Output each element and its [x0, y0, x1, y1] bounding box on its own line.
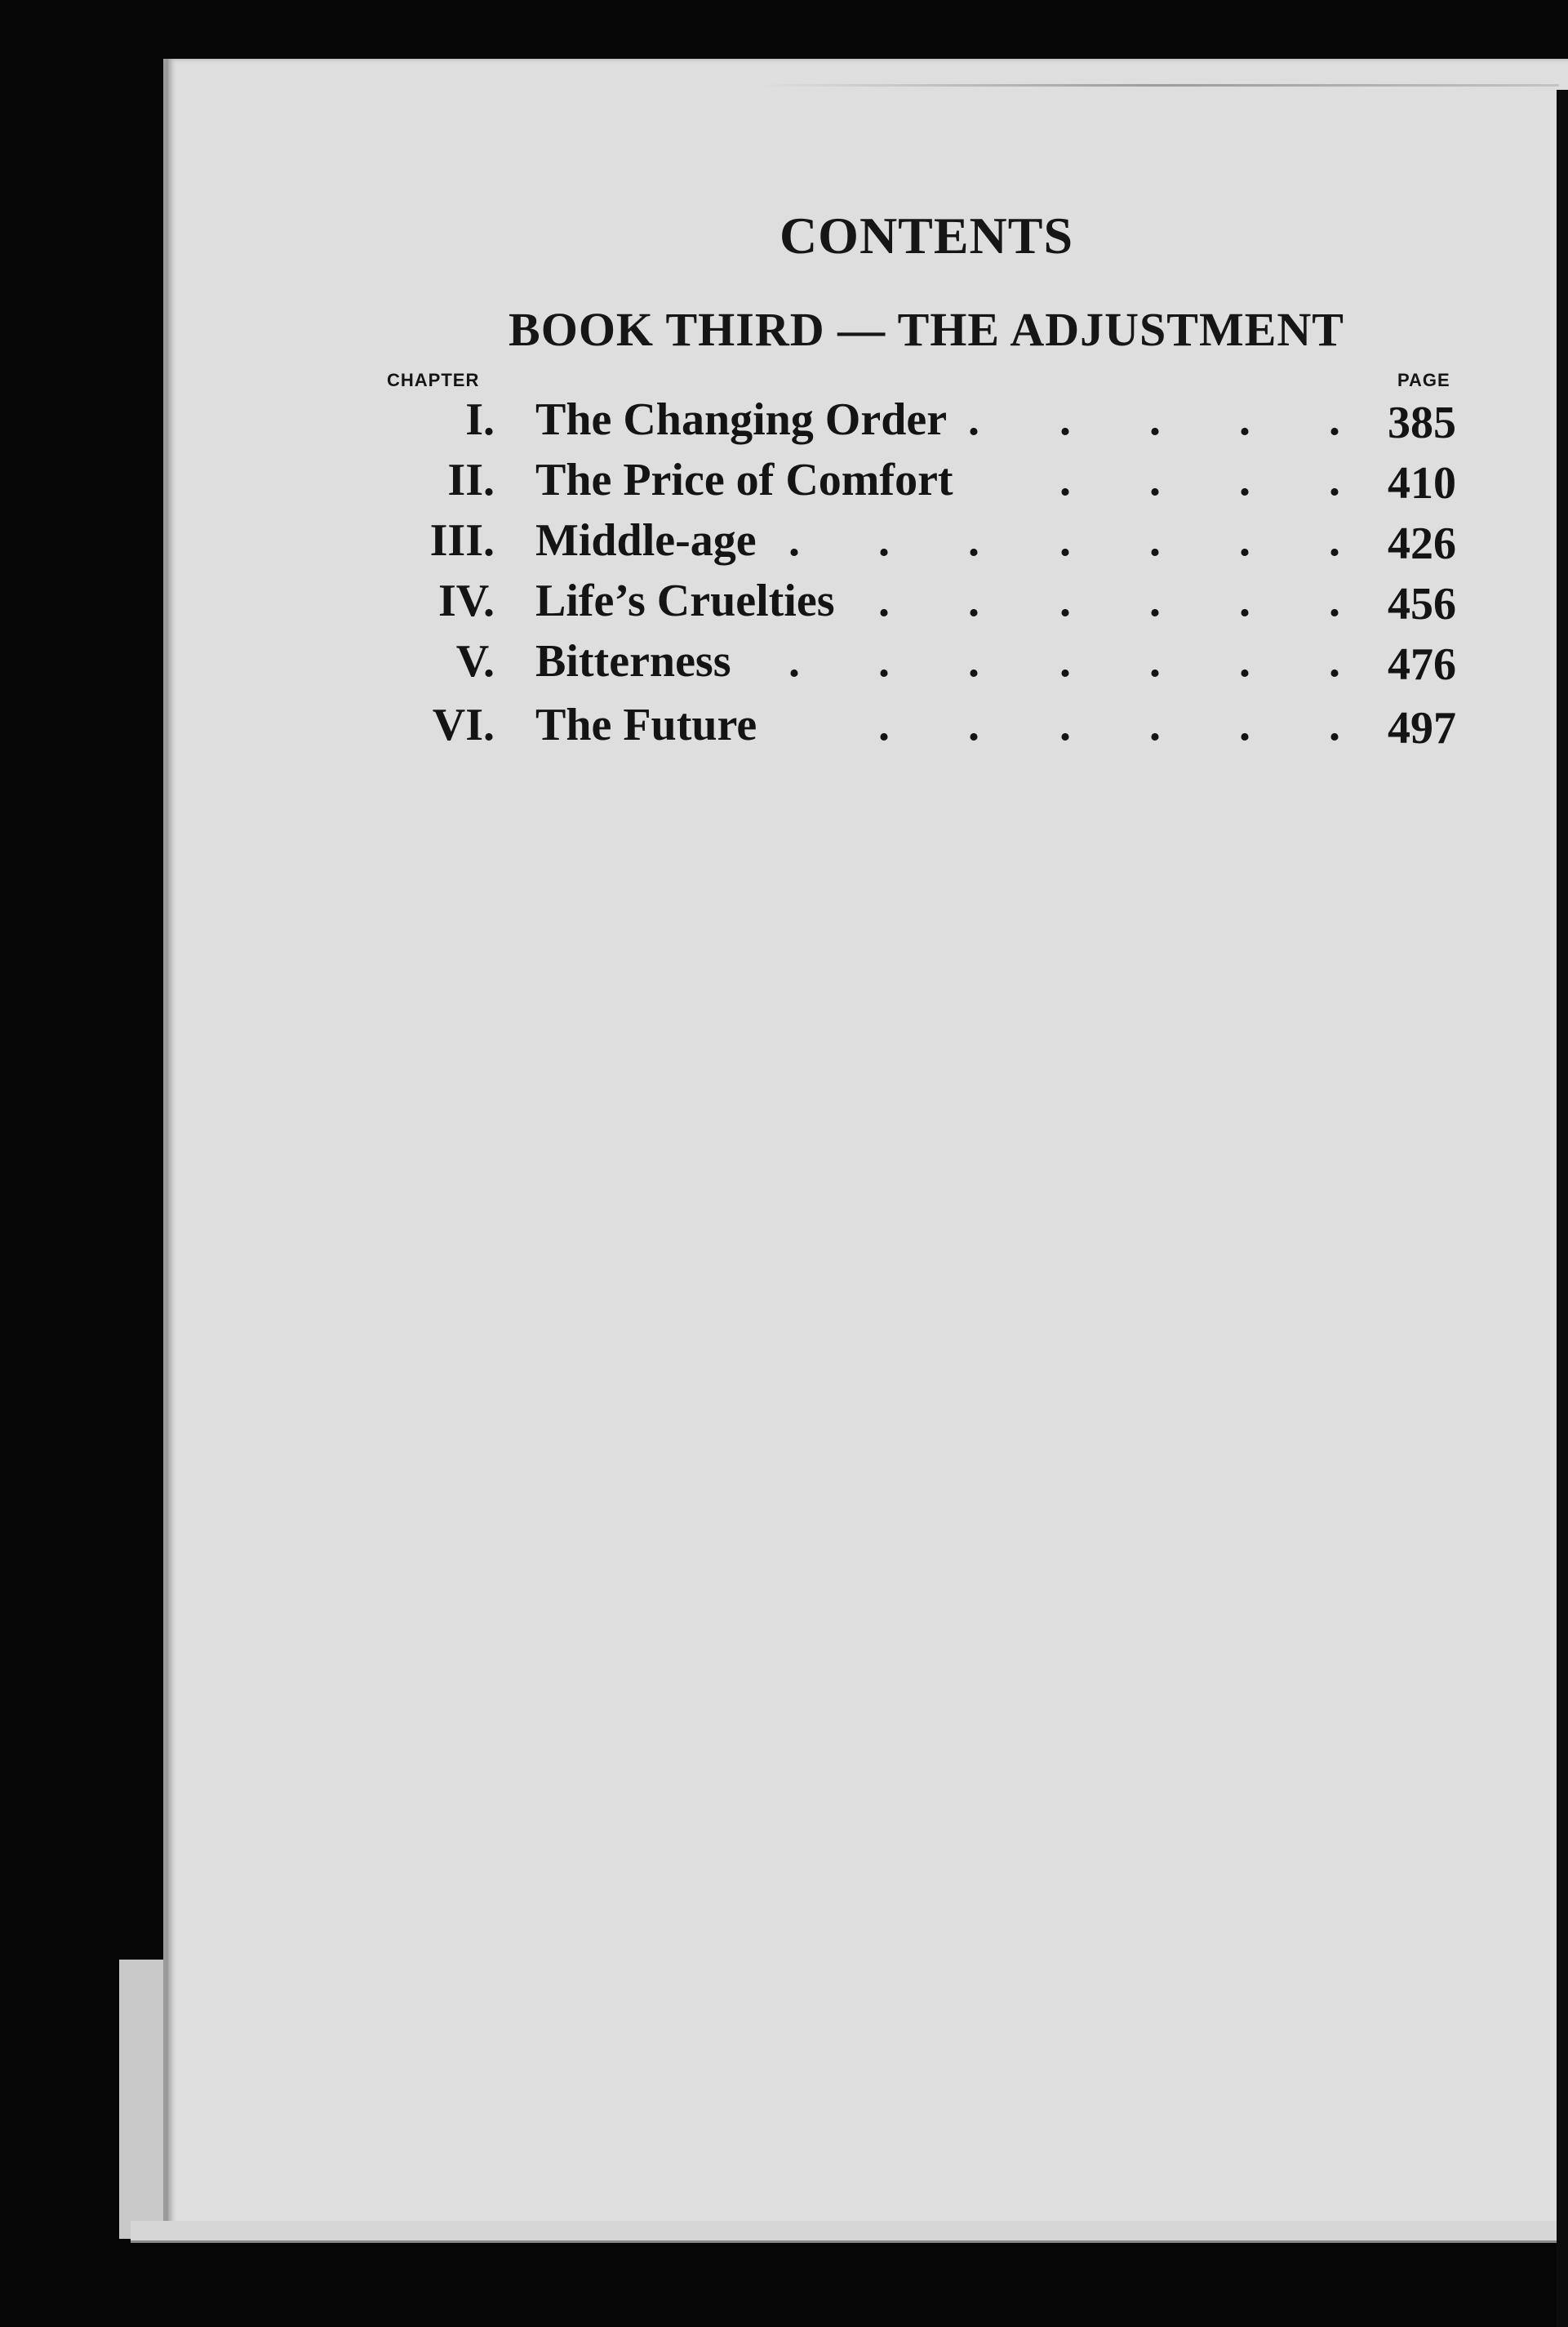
- leader-dot: .: [878, 700, 890, 750]
- chapter-title: The Future: [535, 700, 757, 750]
- leader-dot: .: [1239, 515, 1250, 566]
- leader-dot: .: [788, 515, 800, 566]
- chapter-numeral: III.: [429, 515, 495, 566]
- leader-dot: .: [1059, 576, 1071, 626]
- leader-dot: .: [1059, 455, 1071, 505]
- page-bottom-edge: [131, 2221, 1568, 2243]
- leader-dot: .: [1329, 455, 1340, 505]
- leader-dot: .: [1149, 636, 1161, 687]
- leader-dot: .: [1059, 700, 1071, 750]
- leader-dot: .: [1239, 394, 1250, 445]
- leader-dot: .: [1149, 394, 1161, 445]
- leader-dot: .: [1239, 576, 1250, 626]
- page-edge: [119, 1960, 168, 2239]
- book-section-title: BOOK THIRD — THE ADJUSTMENT: [509, 303, 1344, 356]
- toc-row: [0, 454, 1568, 514]
- toc-row: [0, 394, 1568, 454]
- leader-dot: .: [878, 515, 890, 566]
- chapter-title: The Price of Comfort: [535, 455, 953, 505]
- toc-row: [0, 575, 1568, 635]
- chapter-numeral: II.: [447, 455, 495, 505]
- leader-dot: .: [1149, 515, 1161, 566]
- chapter-numeral: VI.: [432, 700, 495, 750]
- page-number: 385: [1388, 398, 1456, 448]
- leader-dot: .: [1149, 700, 1161, 750]
- leader-dot: .: [1149, 576, 1161, 626]
- leader-dot: .: [1329, 394, 1340, 445]
- leader-dot: .: [1329, 515, 1340, 566]
- leader-dot: .: [1239, 455, 1250, 505]
- leader-dot: .: [968, 394, 979, 445]
- page-number: 426: [1388, 518, 1456, 569]
- leader-dot: .: [1059, 636, 1071, 687]
- book-page: [163, 59, 1568, 2239]
- top-edge-shadow: [759, 84, 1559, 87]
- toc-row: [0, 699, 1568, 759]
- leader-dot: .: [968, 700, 979, 750]
- leader-dot: .: [1239, 700, 1250, 750]
- leader-dot: .: [1149, 455, 1161, 505]
- leader-dot: .: [1329, 700, 1340, 750]
- page-number: 476: [1388, 639, 1456, 690]
- chapter-title: Life’s Cruelties: [535, 576, 835, 626]
- chapter-title: The Changing Order: [535, 394, 948, 445]
- toc-row: [0, 514, 1568, 575]
- leader-dot: .: [878, 636, 890, 687]
- leader-dot: .: [1059, 394, 1071, 445]
- page-number: 410: [1388, 458, 1456, 509]
- page-title: CONTENTS: [779, 207, 1074, 265]
- leader-dot: .: [1329, 636, 1340, 687]
- chapter-numeral: IV.: [438, 576, 495, 626]
- chapter-numeral: V.: [455, 636, 495, 687]
- chapter-column-label: CHAPTER: [387, 370, 480, 390]
- page-number: 456: [1388, 579, 1456, 630]
- leader-dot: .: [968, 515, 979, 566]
- chapter-title: Bitterness: [535, 636, 731, 687]
- leader-dot: .: [1059, 515, 1071, 566]
- leader-dot: .: [1329, 576, 1340, 626]
- page-number: 497: [1388, 703, 1456, 754]
- chapter-numeral: I.: [465, 394, 495, 445]
- leader-dot: .: [788, 636, 800, 687]
- leader-dot: .: [1239, 636, 1250, 687]
- chapter-title: Middle-age: [535, 515, 757, 566]
- leader-dot: .: [878, 576, 890, 626]
- toc-row: [0, 635, 1568, 696]
- page-column-label: PAGE: [1397, 370, 1450, 390]
- leader-dot: .: [968, 636, 979, 687]
- leader-dot: .: [968, 576, 979, 626]
